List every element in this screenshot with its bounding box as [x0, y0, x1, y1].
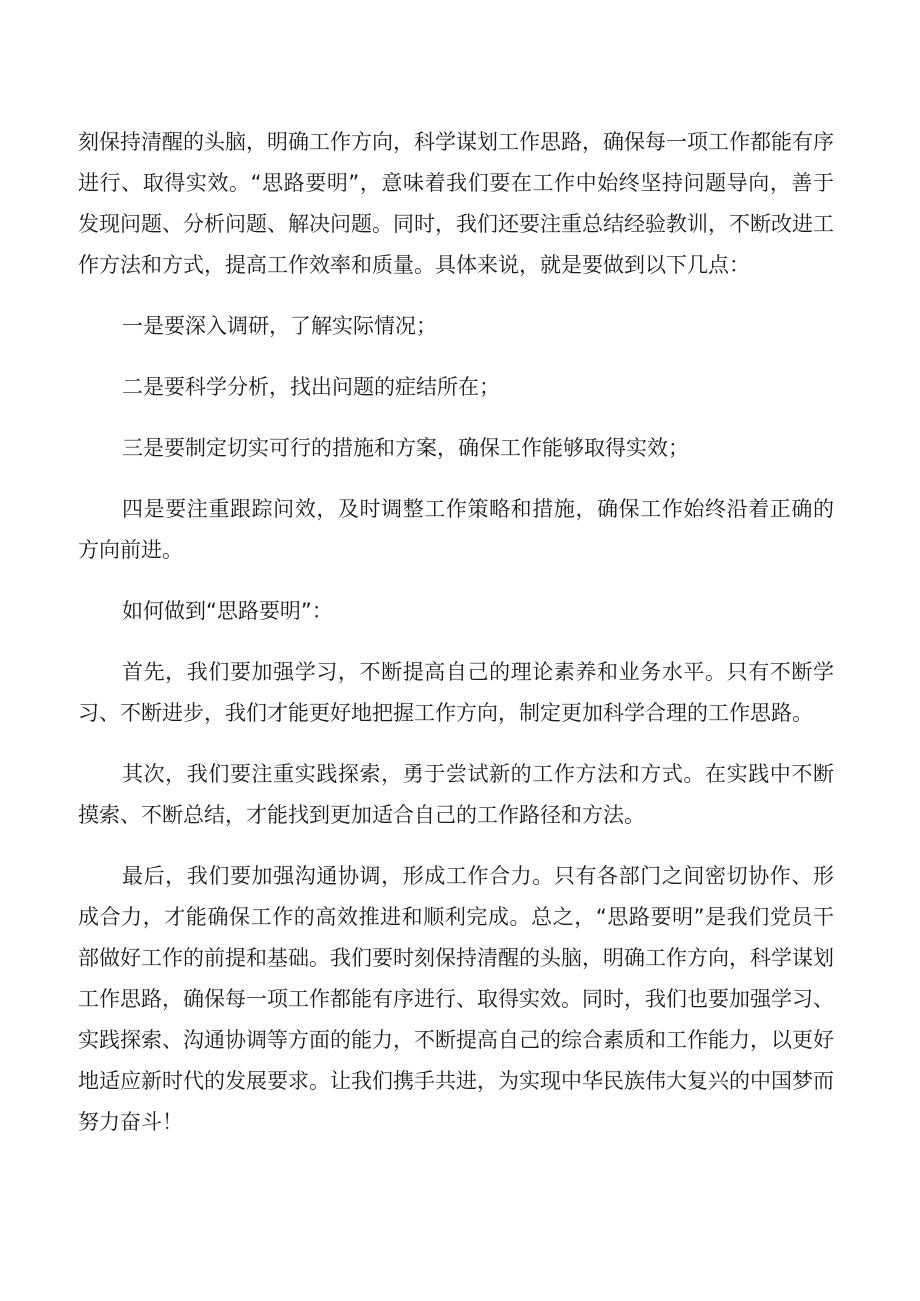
paragraph-last: 最后，我们要加强沟通协调，形成工作合力。只有各部门之间密切协作、形成合力，才能确保工作的高效推进和顺利完成。总之，“思路要明”是我们党员干部做好工作的前提和基础。我们要时刻保持清醒的头脑，明确工作方向，科学谋划工作思路，确保每一项工作都能有序进行、取得实效。同时，我们也要加强学习、实践探索、沟通协调等方面的能力，不断提高自己的综合素质和工作能力，以更好地适应新时代的发展要求。让我们携手共进，为实现中华民族伟大复兴的中国梦而努力奋斗！ [78, 864, 834, 1134]
paragraph-point-four: 四是要注重跟踪问效，及时调整工作策略和措施，确保工作始终沿着正确的方向前进。 [78, 497, 834, 562]
paragraph-first: 首先，我们要加强学习，不断提高自己的理论素养和业务水平。只有不断学习、不断进步，我们才能更好地把握工作方向，制定更加科学合理的工作思路。 [78, 660, 834, 725]
paragraph-continuation: 刻保持清醒的头脑，明确工作方向，科学谋划工作思路，确保每一项工作都能有序进行、取得实效。“思路要明”，意味着我们要在工作中始终坚持问题导向，善于发现问题、分析问题、解决问题。同时，我们还要注重总结经验教训，不断改进工作方法和方式，提高工作效率和质量。具体来说，就是要做到以下几点： [78, 130, 834, 277]
paragraph-how-to-heading: 如何做到“思路要明”： [122, 599, 333, 623]
paragraph-point-two: 二是要科学分析，找出问题的症结所在； [122, 375, 500, 399]
paragraph-point-three: 三是要制定切实可行的措施和方案，确保工作能够取得实效； [122, 436, 689, 460]
paragraph-second: 其次，我们要注重实践探索，勇于尝试新的工作方法和方式。在实践中不断摸索、不断总结，才能找到更加适合自己的工作路径和方法。 [78, 762, 834, 827]
document-body [78, 122, 834, 1163]
paragraph-point-one: 一是要深入调研，了解实际情况； [122, 314, 437, 338]
